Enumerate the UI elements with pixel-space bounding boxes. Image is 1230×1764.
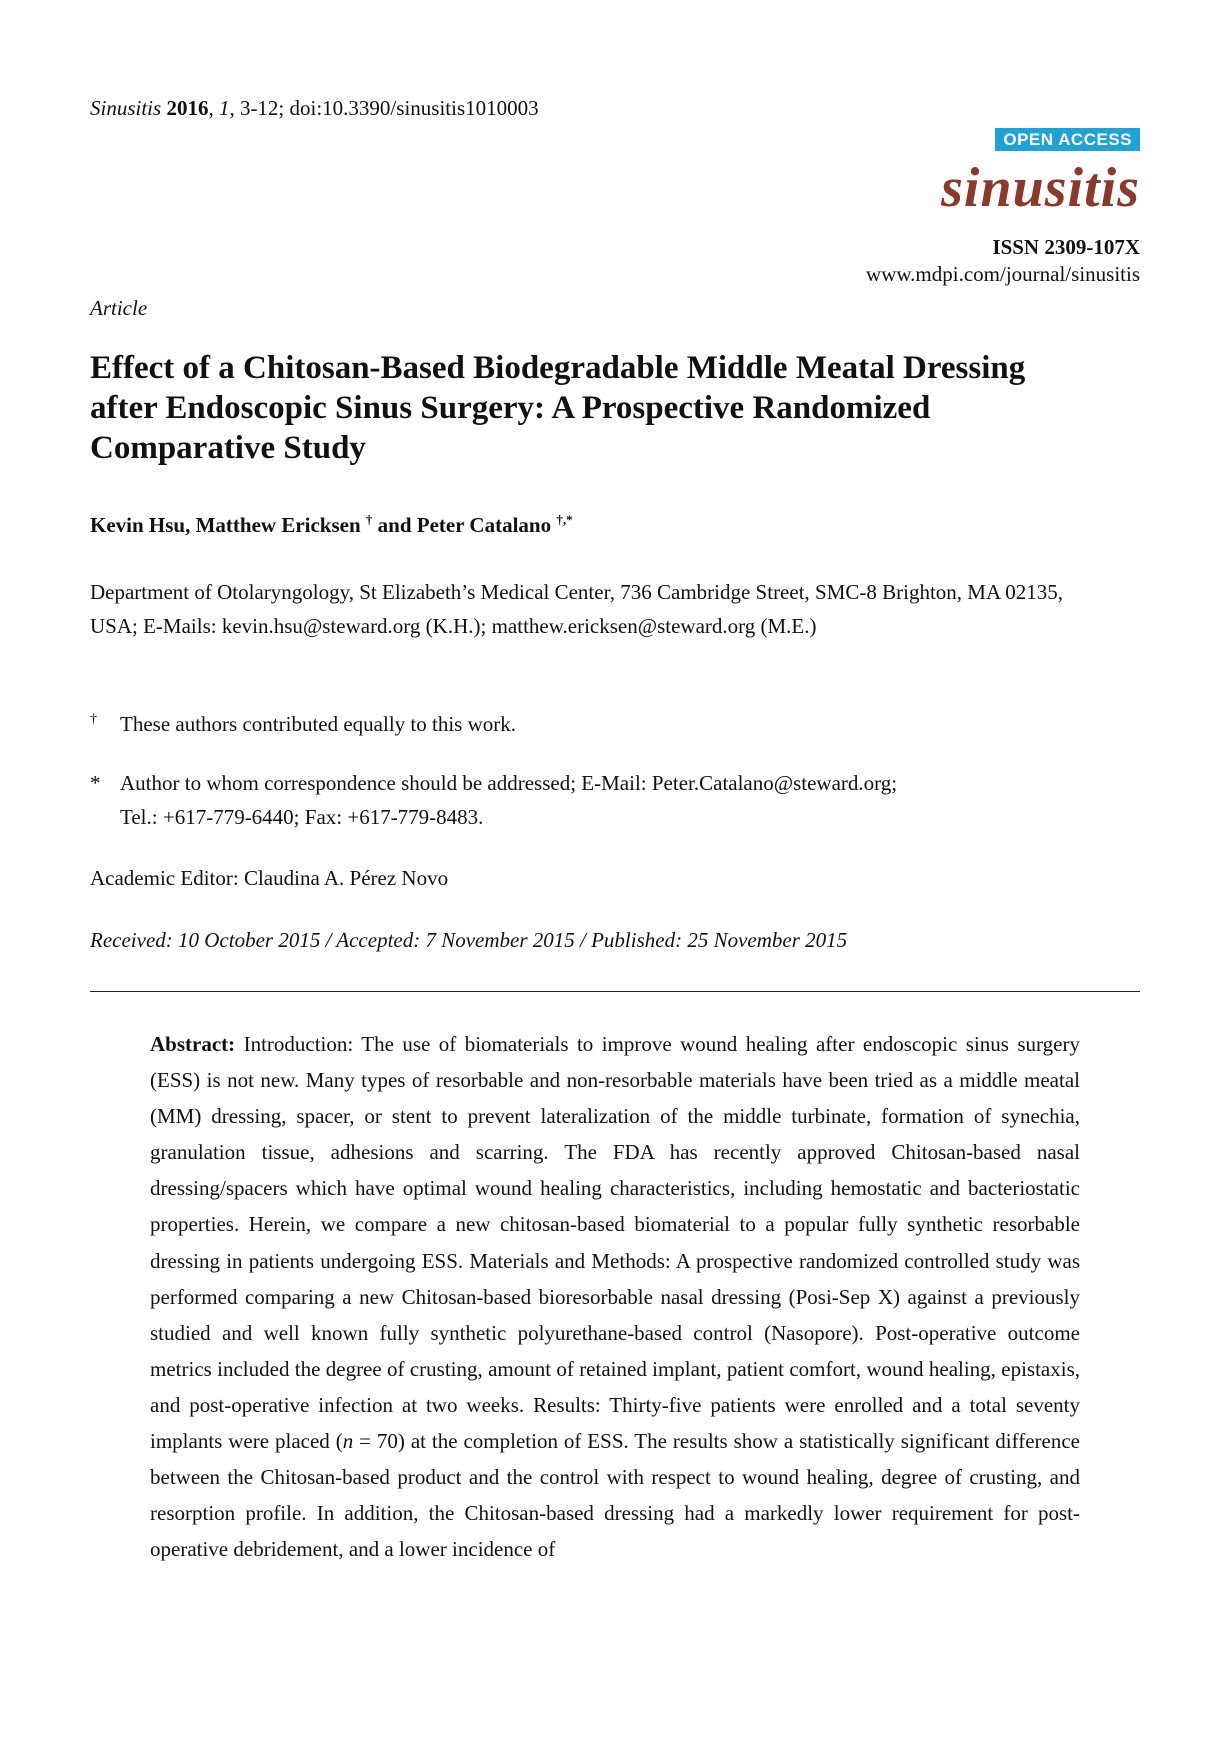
abstract-text-2: = 70) at the completion of ESS. The results show a statistically significant difference between the Chitosan-based product and the control with respect to wound healing, degree of crusting, and resorption profile. In addition, the Chitosan-based dressing had a markedly lower requirement for post-operative debridement, and a lower incidence of <box>150 1429 1080 1562</box>
correspondence-note <box>90 766 1090 834</box>
open-access-badge: OPEN ACCESS <box>995 128 1140 151</box>
author-list <box>90 512 573 538</box>
paper-title: Effect of a Chitosan-Based Biodegradable Middle Meatal Dressing after Endoscopic Sinus Surgery: A Prospective Randomized Comparative Study <box>90 350 1026 466</box>
divider <box>90 991 1140 992</box>
abstract-text-1: Introduction: The use of biomaterials to improve wound healing after endoscopic sinus surgery (ESS) is not new. Many types of resorbable and non-resorbable materials have been tried as a middle meatal (MM) dressing, spacer, or stent to prevent lateralization of the middle turbinate, formation of synechia, granulation tissue, adhesions and scarring. The FDA has recently approved Chitosan-based nasal dressing/spacers which have optimal wound healing characteristics, including hemostatic and bacteriostatic properties. Herein, we compare a new chitosan-based biomaterial to a popular fully synthetic resorbable dressing in patients undergoing ESS. Materials and Methods: A prospective randomized controlled study was performed comparing a new Chitosan-based bioresorbable nasal dressing (Posi-Sep X) against a previously studied and well known fully synthetic polyurethane-based control (Nasopore). Post-operative outcome metrics included the degree of crusting, amount of retained implant, patient comfort, wound healing, epistaxis, and post-operative infection at two weeks. Results: Thirty-five patients were enrolled and a total seventy implants were placed ( <box>150 1032 1080 1454</box>
abstract <box>150 1026 1080 1567</box>
authors-sup2: †,* <box>556 512 573 527</box>
citation-line: Sinusitis 2016, 1, 3-12; doi:10.3390/sinusitis1010003 <box>90 96 539 120</box>
equal-contribution-note: † These authors contributed equally to this work. <box>90 712 516 736</box>
publication-dates: Received: 10 October 2015 / Accepted: 7 November 2015 / Published: 25 November 2015 <box>90 928 848 952</box>
journal-logo: sinusitis <box>941 157 1140 219</box>
equal-contribution-text: These authors contributed equally to this work. <box>120 712 516 736</box>
citation-volume: 1 <box>218 96 230 120</box>
asterisk-mark: * <box>90 771 101 795</box>
abstract-label: Abstract: <box>150 1032 236 1056</box>
citation-year: 2016 <box>166 96 209 120</box>
issn: ISSN 2309-107X <box>992 235 1140 259</box>
journal-url[interactable]: www.mdpi.com/journal/sinusitis <box>866 262 1140 286</box>
academic-editor: Academic Editor: Claudina A. Pérez Novo <box>90 866 449 890</box>
authors-part1: Kevin Hsu, Matthew Ericksen <box>90 513 366 537</box>
article-type: Article <box>90 296 148 320</box>
authors-part2: and Peter Catalano <box>372 513 557 537</box>
correspondence-line1: Author to whom correspondence should be addressed; E-Mail: Peter.Catalano@steward.org; <box>120 771 898 795</box>
correspondence-line2: Tel.: +617-779-6440; Fax: +617-779-8483. <box>120 805 484 829</box>
authors-sup1: † <box>365 512 373 527</box>
citation-rest: , 3-12; doi:10.3390/sinusitis1010003 <box>229 96 539 120</box>
citation-journal: Sinusitis <box>90 96 162 120</box>
abstract-n: n <box>342 1429 354 1454</box>
affiliation: Department of Otolaryngology, St Elizabeth’s Medical Center, 736 Cambridge Street, SMC-8 Brighton, MA 02135, USA; E-Mails: kevin.hsu@steward.org (K.H.); matthew.ericksen@steward.org (M.E.) <box>90 580 1063 638</box>
